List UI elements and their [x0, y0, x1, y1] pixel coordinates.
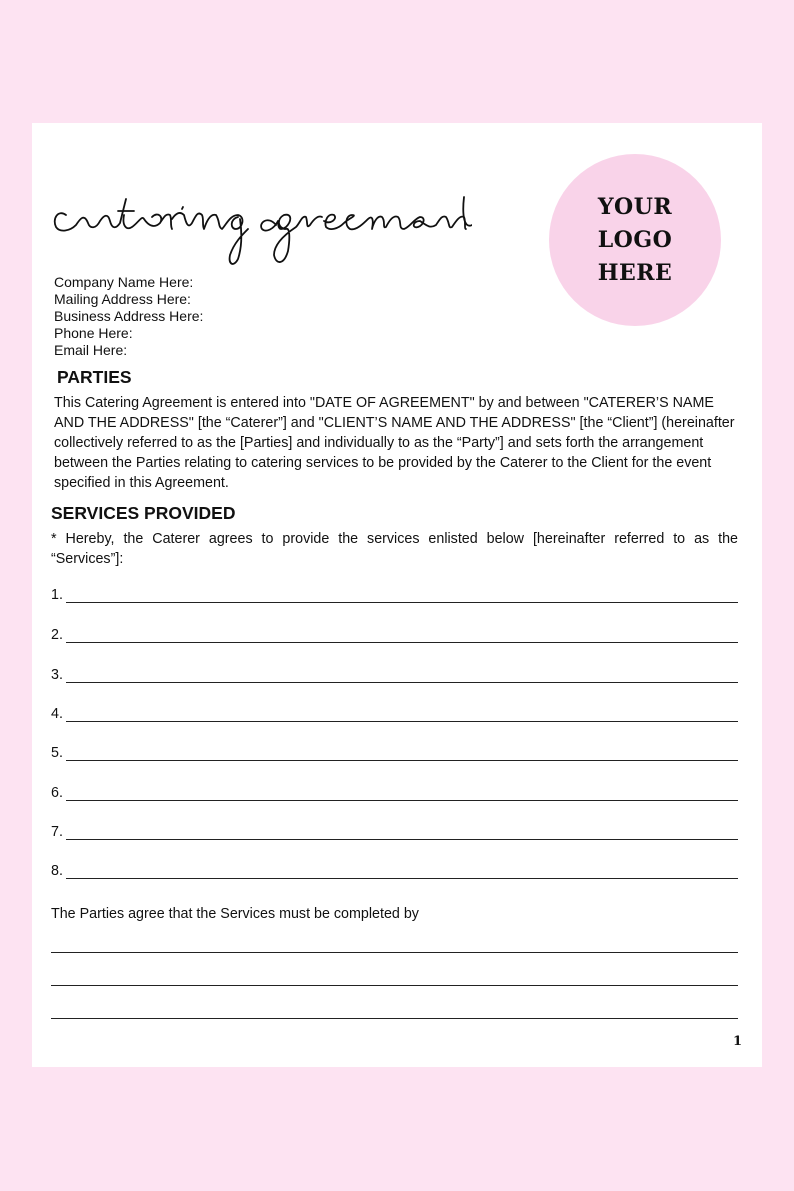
logo-text-line: HERE — [597, 259, 673, 286]
blank-line[interactable] — [66, 825, 738, 840]
service-line-7 — [51, 820, 738, 840]
service-line-5 — [51, 741, 738, 761]
service-number: 1. — [51, 587, 63, 603]
blank-line[interactable] — [66, 628, 738, 643]
blank-line[interactable] — [66, 786, 738, 801]
service-line-4 — [51, 702, 738, 722]
service-line-1 — [51, 583, 738, 603]
business-address-field: Business Address Here: — [54, 308, 204, 324]
blank-line[interactable] — [66, 668, 738, 683]
service-number: 7. — [51, 824, 63, 840]
blank-line[interactable] — [66, 588, 738, 603]
page-number: 1 — [733, 1034, 743, 1049]
service-number: 3. — [51, 667, 63, 683]
blank-line[interactable] — [66, 746, 738, 761]
service-line-2 — [51, 623, 738, 643]
mailing-address-field: Mailing Address Here: — [54, 291, 191, 307]
service-number: 4. — [51, 706, 63, 722]
company-info-block — [54, 274, 203, 359]
company-name-field: Company Name Here: — [54, 274, 194, 290]
completion-blank-line[interactable] — [51, 952, 738, 953]
service-number: 2. — [51, 627, 63, 643]
blank-line[interactable] — [66, 707, 738, 722]
service-number: 6. — [51, 785, 63, 801]
services-heading: SERVICES PROVIDED — [51, 503, 236, 523]
email-field: Email Here: — [54, 342, 128, 358]
completion-statement: The Parties agree that the Services must be completed by — [51, 906, 419, 922]
document-page — [32, 123, 762, 1067]
completion-blank-line[interactable] — [51, 985, 738, 986]
parties-paragraph: This Catering Agreement is entered into "DATE OF AGREEMENT" by and between "CATERER’S NAME AND THE ADDRESS" [the “Caterer”] and "CLIENT’S NAME AND THE ADDRESS" [the “Client”] (hereinafter collectively referred to as the [Parties] and individually to as the “Party”] and sets forth the arrangement between the Parties relating to catering services to be provided by the Caterer to the Client for the event specified in this Agreement. — [54, 395, 735, 491]
script-title-logo — [52, 185, 472, 275]
logo-text-line: YOUR — [597, 193, 673, 220]
logo-text-line: LOGO — [597, 226, 673, 253]
service-line-3 — [51, 663, 738, 683]
phone-field: Phone Here: — [54, 325, 133, 341]
service-number: 5. — [51, 745, 63, 761]
completion-blank-line[interactable] — [51, 1018, 738, 1019]
service-line-8 — [51, 859, 738, 879]
blank-line[interactable] — [66, 864, 738, 879]
logo-placeholder — [549, 154, 721, 326]
services-intro: * Hereby, the Caterer agrees to provide the services enlisted below [hereinafter referred to as the “Services”]: — [51, 531, 738, 567]
service-number: 8. — [51, 863, 63, 879]
parties-heading: PARTIES — [57, 367, 132, 387]
service-line-6 — [51, 781, 738, 801]
